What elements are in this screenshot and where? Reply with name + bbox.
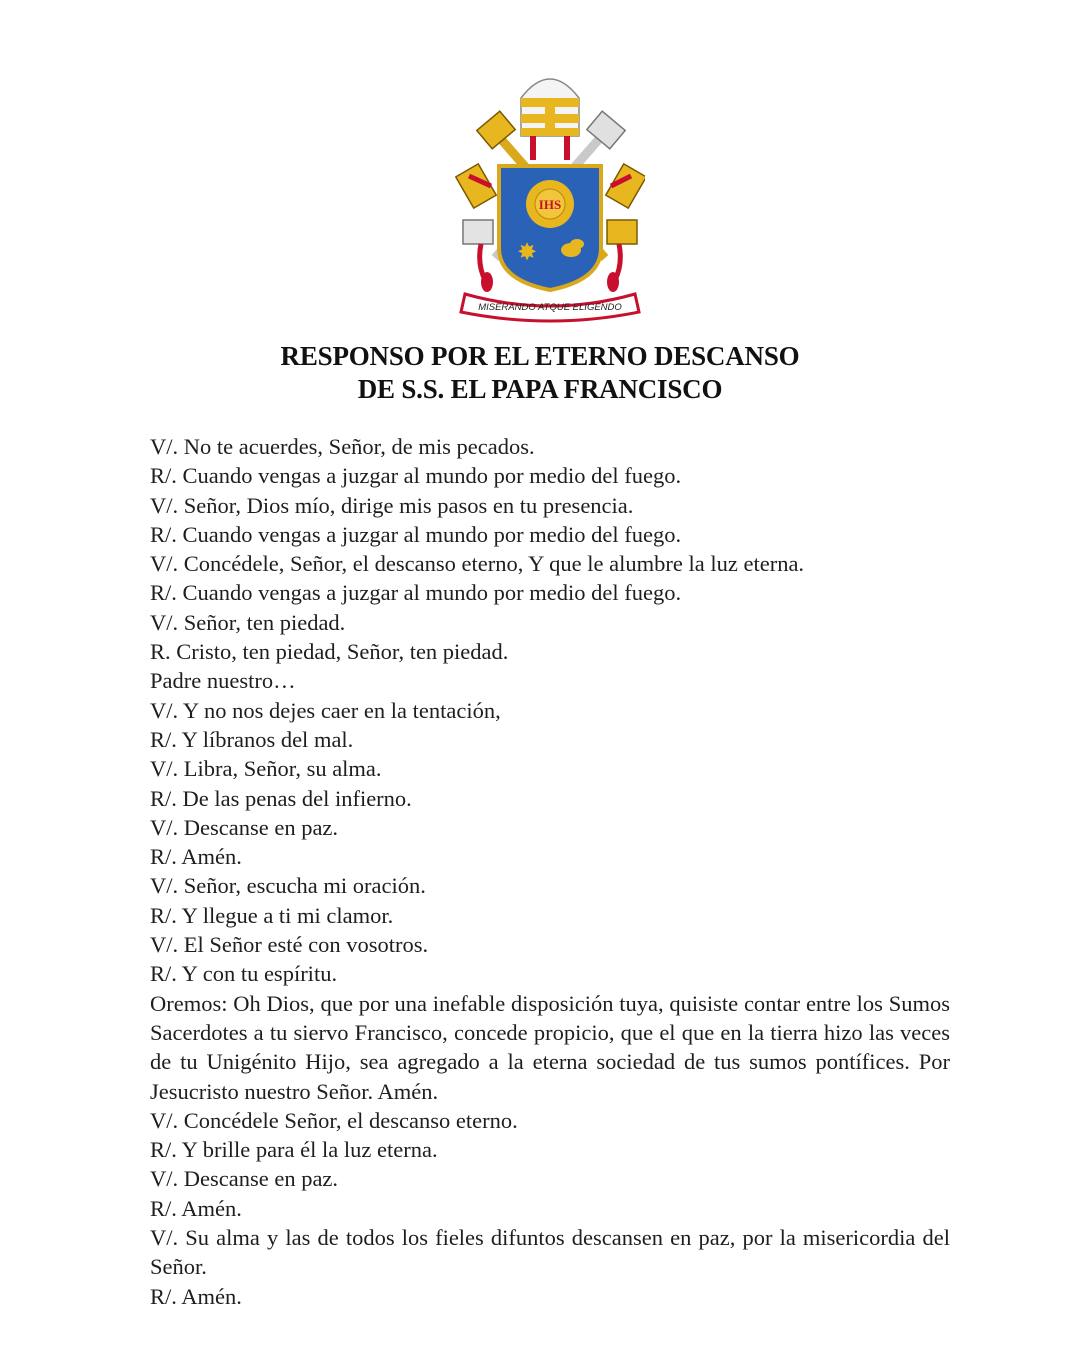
versicle-line: V/. Señor, ten piedad. xyxy=(150,609,346,635)
ihs-monogram: IHS xyxy=(538,197,562,212)
versicle-line: V/. Señor, escucha mi oración. xyxy=(150,873,426,899)
final-response-line: R/. Amén. xyxy=(150,1283,242,1309)
page-title xyxy=(0,340,1080,406)
response-line: R/. Cuando vengas a juzgar al mundo por medio del fuego. xyxy=(150,463,682,489)
response-line: R/. Amén. xyxy=(150,844,242,870)
response-line: R/. Y líbranos del mal. xyxy=(150,726,354,752)
sun-ihs-icon xyxy=(526,180,574,228)
versicle-line: V/. Y no nos dejes caer en la tentación, xyxy=(150,697,501,723)
star-icon: ✸ xyxy=(516,238,538,266)
versicle-line: V/. Concédele, Señor, el descanso eterno, Y que le alumbre la luz eterna. xyxy=(150,551,805,577)
prayer-body xyxy=(150,432,950,1311)
versicle-line: V/. Señor, Dios mío, dirige mis pasos en tu presencia. xyxy=(150,492,634,518)
response-line: R/. Y llegue a ti mi clamor. xyxy=(150,902,394,928)
response-line: R/. Cuando vengas a juzgar al mundo por medio del fuego. xyxy=(150,580,682,606)
title-line-1: RESPONSO POR EL ETERNO DESCANSO xyxy=(280,341,800,371)
versicle-line: V/. Libra, Señor, su alma. xyxy=(150,756,382,782)
oremos-prayer-paragraph: Oremos: Oh Dios, que por una inefable disposición tuya, quisiste contar entre los Sumos Sacerdotes a tu siervo Francisco, concede propicio, que el que en la tierra hizo las veces de tu Unigénito Hijo, sea agregado a la eterna sociedad de tus sumos pontífices. Por Jesucristo nuestro Señor. Amén. xyxy=(150,990,950,1104)
response-line: R/. De las penas del infierno. xyxy=(150,785,412,811)
versicle-line: V/. Descanse en paz. xyxy=(150,1166,339,1192)
mitre-icon xyxy=(521,79,579,160)
versicle-line: V/. Descanse en paz. xyxy=(150,814,339,840)
versicle-line: V/. No te acuerdes, Señor, de mis pecados. xyxy=(150,434,535,459)
response-line: R/. Y con tu espíritu. xyxy=(150,961,338,987)
versicle-line: V/. Concédele Señor, el descanso eterno. xyxy=(150,1107,518,1133)
final-versicle-paragraph: V/. Su alma y las de todos los fieles difuntos descansen en paz, por la misericordia del Señor. xyxy=(150,1225,950,1280)
versicle-line: V/. El Señor esté con vosotros. xyxy=(150,932,429,958)
papal-coat-of-arms xyxy=(455,68,645,326)
response-line: R/. Cuando vengas a juzgar al mundo por medio del fuego. xyxy=(150,521,682,547)
motto-text: MISERANDO ATQUE ELIGENDO xyxy=(478,302,622,313)
response-line: R/. Amén. xyxy=(150,1195,242,1221)
response-line: R. Cristo, ten piedad, Señor, ten piedad. xyxy=(150,639,509,665)
title-line-2: DE S.S. EL PAPA FRANCISCO xyxy=(357,374,723,404)
our-father-line: Padre nuestro… xyxy=(150,668,296,694)
response-line: R/. Y brille para él la luz eterna. xyxy=(150,1137,438,1163)
